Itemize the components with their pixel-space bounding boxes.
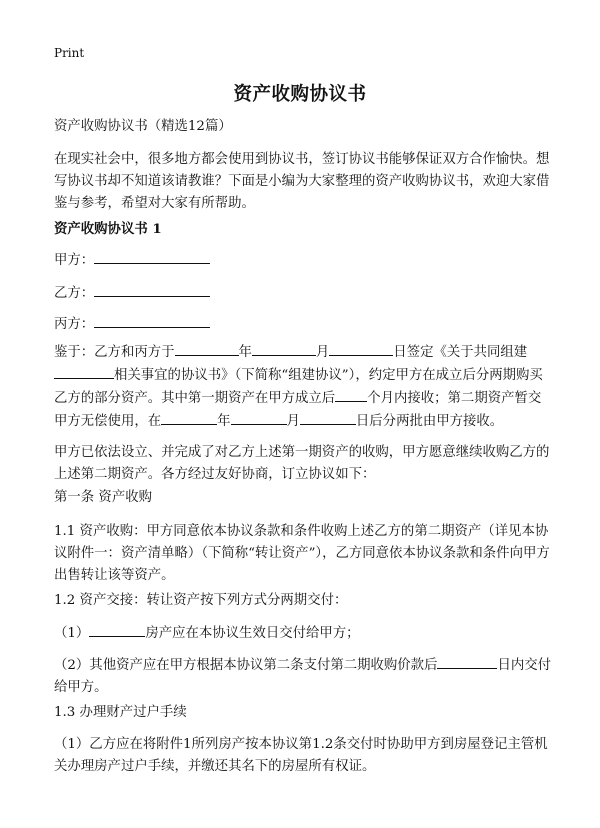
whereas-month2-blank — [231, 410, 287, 425]
item-2-blank — [437, 654, 497, 669]
item-1-suffix: 房产应在本协议生效日交付给甲方； — [145, 626, 360, 641]
item-2-suffix: 日内交付给甲方。 — [54, 658, 552, 695]
item-1-prefix: （1） — [54, 626, 90, 641]
document-title: 资产收购协议书 — [233, 84, 367, 105]
whereas-text-2: 年 — [238, 345, 252, 360]
whereas-text-4: 日签定《关于共同组建 — [393, 345, 528, 360]
party-b-blank — [94, 282, 210, 297]
whereas-text-7: 年 — [217, 414, 231, 429]
whereas-text-1: 鉴于：乙方和丙方于 — [54, 345, 175, 360]
whereas-month-blank — [252, 341, 316, 356]
whereas-year-blank — [175, 341, 239, 356]
whereas-months-blank — [335, 387, 367, 402]
intro-paragraph: 在现实社会中，很多地方都会使用到协议书，签订协议书能够保证双方合作愉快。想写协议书却不知道该请教谁？下面是小编为大家整理的资产收购协议书，欢迎大家借鉴与参考，希望对大家有所帮助。 — [54, 152, 550, 211]
whereas-year2-blank — [161, 410, 217, 425]
party-a-blank — [94, 249, 210, 264]
section-heading: 资产收购协议书 1 — [54, 221, 162, 237]
clause-1-3: 1.3 办理财产过户手续 — [54, 705, 187, 720]
whereas-text-9: 日后分两批由甲方接收。 — [355, 414, 504, 429]
party-c-line — [54, 313, 210, 336]
party-b-line — [54, 282, 210, 305]
whereas-text-8: 月 — [286, 414, 300, 429]
whereas-text-5: 相关事宜的协议书》（下简称“组建协议”），约定甲方在成立后分两期购买乙方的部分资产。其中第一期资产在甲方成立后 — [54, 368, 543, 406]
whereas-text-6: 个月内接收；第二期资产暂交甲方无偿使用，在 — [54, 391, 542, 429]
established-paragraph: 甲方已依法设立、并完成了对乙方上述第一期资产的收购，甲方愿意继续收购乙方的上述第二期资产。各方经过友好协商，订立协议如下： — [54, 445, 550, 482]
party-b-label: 乙方： — [54, 286, 95, 301]
whereas-day2-blank — [300, 410, 356, 425]
article-1-heading: 第一条 资产收购 — [54, 490, 152, 505]
whereas-paragraph — [54, 341, 554, 433]
clause-1-2: 1.2 资产交接：转让资产按下列方式分两期交付： — [54, 593, 348, 608]
clause-1-3-item-1: （1）乙方应在将附件1所列房产按本协议第1.2条交付时协助甲方到房屋登记主管机关办理房产过户手续，并缴还其名下的房屋所有权证。 — [54, 737, 548, 774]
print-link[interactable]: Print — [54, 46, 85, 60]
clause-1-2-item-1 — [54, 622, 554, 645]
item-1-blank — [89, 622, 145, 637]
item-2-prefix: （2）其他资产应在甲方根据本协议第二条支付第二期收购价款后 — [54, 658, 438, 673]
whereas-text-3: 月 — [315, 345, 330, 360]
clause-1-1: 1.1 资产收购：甲方同意依本协议条款和条件收购上述乙方的第二期资产（详见本协议附件一：资产清单略）（下简称“转让资产”），乙方同意依本协议条款和条件向甲方出售转让该等资产。 — [54, 524, 550, 583]
party-c-label: 丙方： — [54, 317, 95, 332]
party-c-blank — [94, 313, 210, 328]
party-a-label: 甲方： — [54, 253, 95, 268]
clause-1-2-item-2 — [54, 654, 554, 699]
whereas-company-blank — [54, 364, 114, 379]
document-subtitle: 资产收购协议书（精选12篇） — [54, 119, 232, 134]
party-a-line — [54, 249, 210, 272]
whereas-day-blank — [329, 341, 393, 356]
